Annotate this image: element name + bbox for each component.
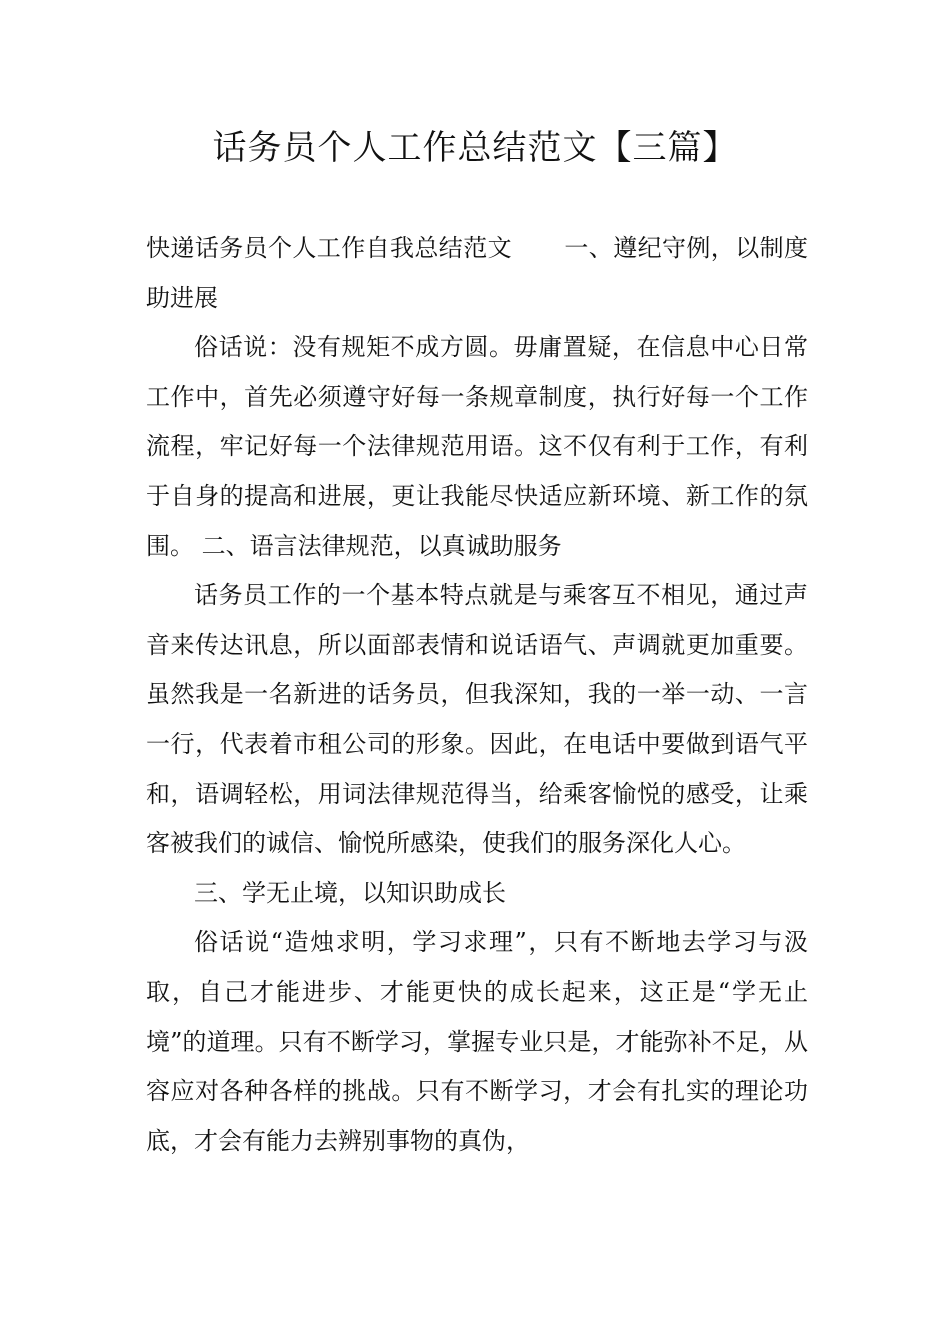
intro-line bbox=[146, 224, 808, 323]
document-subtitle: 快递话务员个人工作自我总结范文 bbox=[146, 234, 512, 262]
paragraph-3: 俗话说“造烛求明，学习求理”，只有不断地去学习与汲取，自己才能进步、才能更快的成长起来，这正是“学无止境”的道理。只有不断学习，掌握专业只是，才能弥补不足，从容应对各种各样的挑战。只有不断学习，才会有扎实的理论功底，才会有能力去辨别事物的真伪， bbox=[146, 928, 808, 1155]
section-heading-1: 一、遵纪守例，以制度助进展 bbox=[146, 234, 808, 312]
document-title: 话务员个人工作总结范文【三篇】 bbox=[212, 128, 738, 168]
section-heading-3: 三、学无止境，以知识助成长 bbox=[194, 878, 506, 907]
paragraph-1: 俗话说：没有规矩不成方圆。毋庸置疑，在信息中心日常工作中，首先必须遵守好每一条规章制度，执行好每一个工作流程，牢记好每一个法律规范用语。这不仅有利于工作，有利于自身的提高和进展，更让我能尽快适应新环境、新工作的氛围。 二、语言法律规范，以真诚助服务 bbox=[146, 333, 808, 560]
paragraph-2: 话务员工作的一个基本特点就是与乘客互不相见，通过声音来传达讯息，所以面部表情和说话语气、声调就更加重要。虽然我是一名新进的话务员，但我深知，我的一举一动、一言一行，代表着市租公司的形象。因此，在电话中要做到语气平和，语调轻松，用词法律规范得当，给乘客愉悦的感受，让乘客被我们的诚信、愉悦所感染，使我们的服务深化人心。 bbox=[146, 581, 808, 858]
document-body bbox=[146, 224, 808, 1166]
